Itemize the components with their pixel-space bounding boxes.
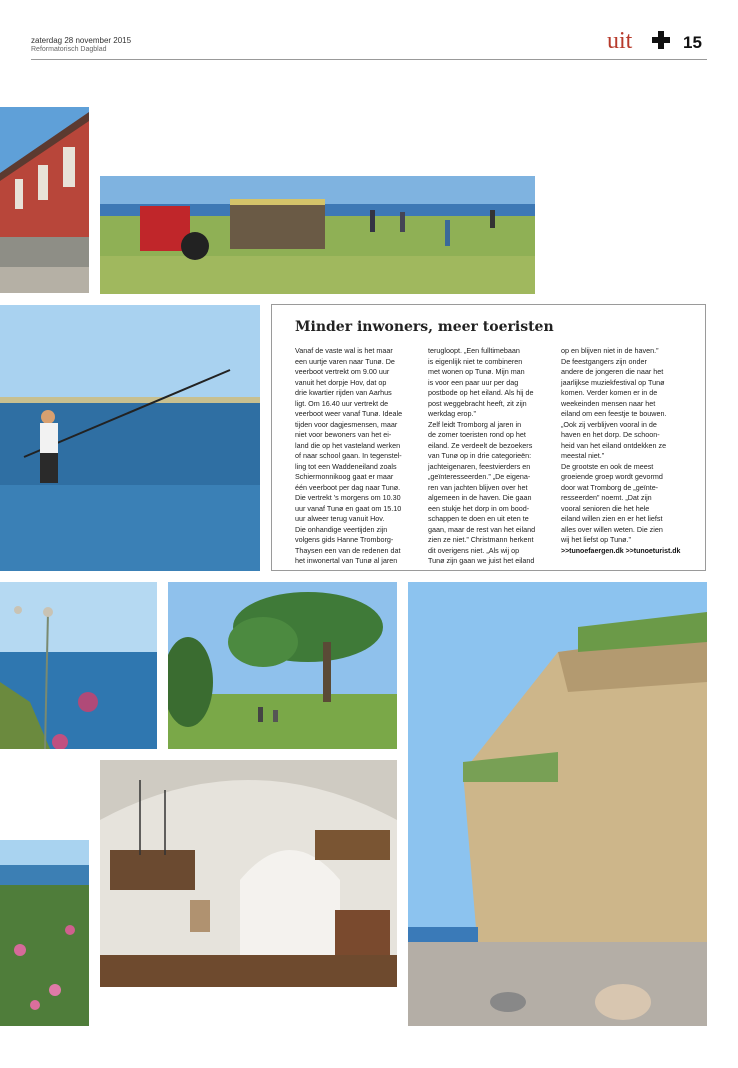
header-divider	[31, 59, 707, 60]
article-headline: Minder inwoners, meer toeristen	[295, 319, 554, 335]
article-links: >>tunoefaergen.dk >>tunoeturist.dk	[561, 548, 681, 555]
photo-red-building	[0, 107, 89, 293]
photo-flowers-sea	[0, 582, 157, 749]
photo-tree	[168, 582, 397, 749]
plus-icon	[651, 30, 671, 50]
article-box	[271, 304, 706, 571]
article-column-1	[295, 346, 421, 567]
article-text: terugloopt. „Een fulltimebaan is eigenlijk niet te combineren met wonen op Tunø. Mijn man is voor een paar uur per dag postbode op het eiland. Als hij de post weggebracht heeft, zit zijn werkdag erop.” Zelf leidt Tromborg al jaren in de zomer toeristen rond op het eiland. Ze verdeelt de bezoekers van Tunø op in drie categorieën: jachteigenaren, feestvierders en „geïnteresseerden.” „De eigena- ren van jachten blijven over het algemeen in de haven. Die gaan een stukje het dorp in om bood- schappen te doen en uit eten te gaan, maar de rest van het eiland zien ze niet.” Christmann herkent dit overigens niet. „Als wij op Tunø zijn gaan we juist het eiland	[428, 346, 536, 565]
photo-tractor-tour	[100, 176, 535, 294]
photo-church-interior	[100, 760, 397, 987]
photo-fisherman	[0, 305, 260, 571]
article-column-2	[428, 346, 554, 567]
photo-roses	[0, 840, 89, 1026]
page-number: 15	[683, 33, 702, 52]
issue-date: zaterdag 28 november 2015	[31, 36, 132, 45]
newspaper-name: Reformatorisch Dagblad	[31, 46, 107, 53]
article-text: op en blijven niet in de haven.” De feestgangers zijn onder andere de jongeren die naar het jaarlijkse muziekfestival op Tunø komen. Verder komen er in de weekeinden mensen naar het eiland om een feestje te bouwen. „Ook zij verblijven vooral in de haven en het dorp. De schoon- heid van het eiland ontdekken ze meestal niet.” De grootste en ook de meest groeiende groep wordt gevormd door wat Tromborg de „geïnte- resseerden” noemt. „Dat zijn vooral senioren die het hele eiland willen zien en er het liefst alles over willen weten. Die zien wij het liefst op Tunø.”	[561, 346, 667, 544]
article-text: Vanaf de vaste wal is het maar een uurtje varen naar Tunø. De veerboot vertrekt om 9.00 uur vanuit het dorpje Hov, dat op drie kwartier rijden van Aarhus ligt. Om 16.40 uur vertrekt de veerboot weer vanaf Tunø. Ideale tijden voor dagjesmensen, maar niet voor bewoners van het ei- land die op het vasteland werken of naar school gaan. In tegenstel- ling tot een Waddeneiland zoals Schiermonnikoog gaat er maar één veerboot per dag naar Tunø. Die vertrekt 's morgens om 10.30 uur vanaf Tunø en gaat om 15.10 uur alweer terug vanuit Hov. Die onhandige veertijden zijn volgens gids Hanne Tromborg- Thaysen een van de redenen dat het inwonertal van Tunø al jaren	[295, 346, 403, 565]
photo-cliff	[408, 582, 707, 1026]
section-title: uit	[607, 28, 633, 54]
article-column-3	[561, 346, 687, 546]
